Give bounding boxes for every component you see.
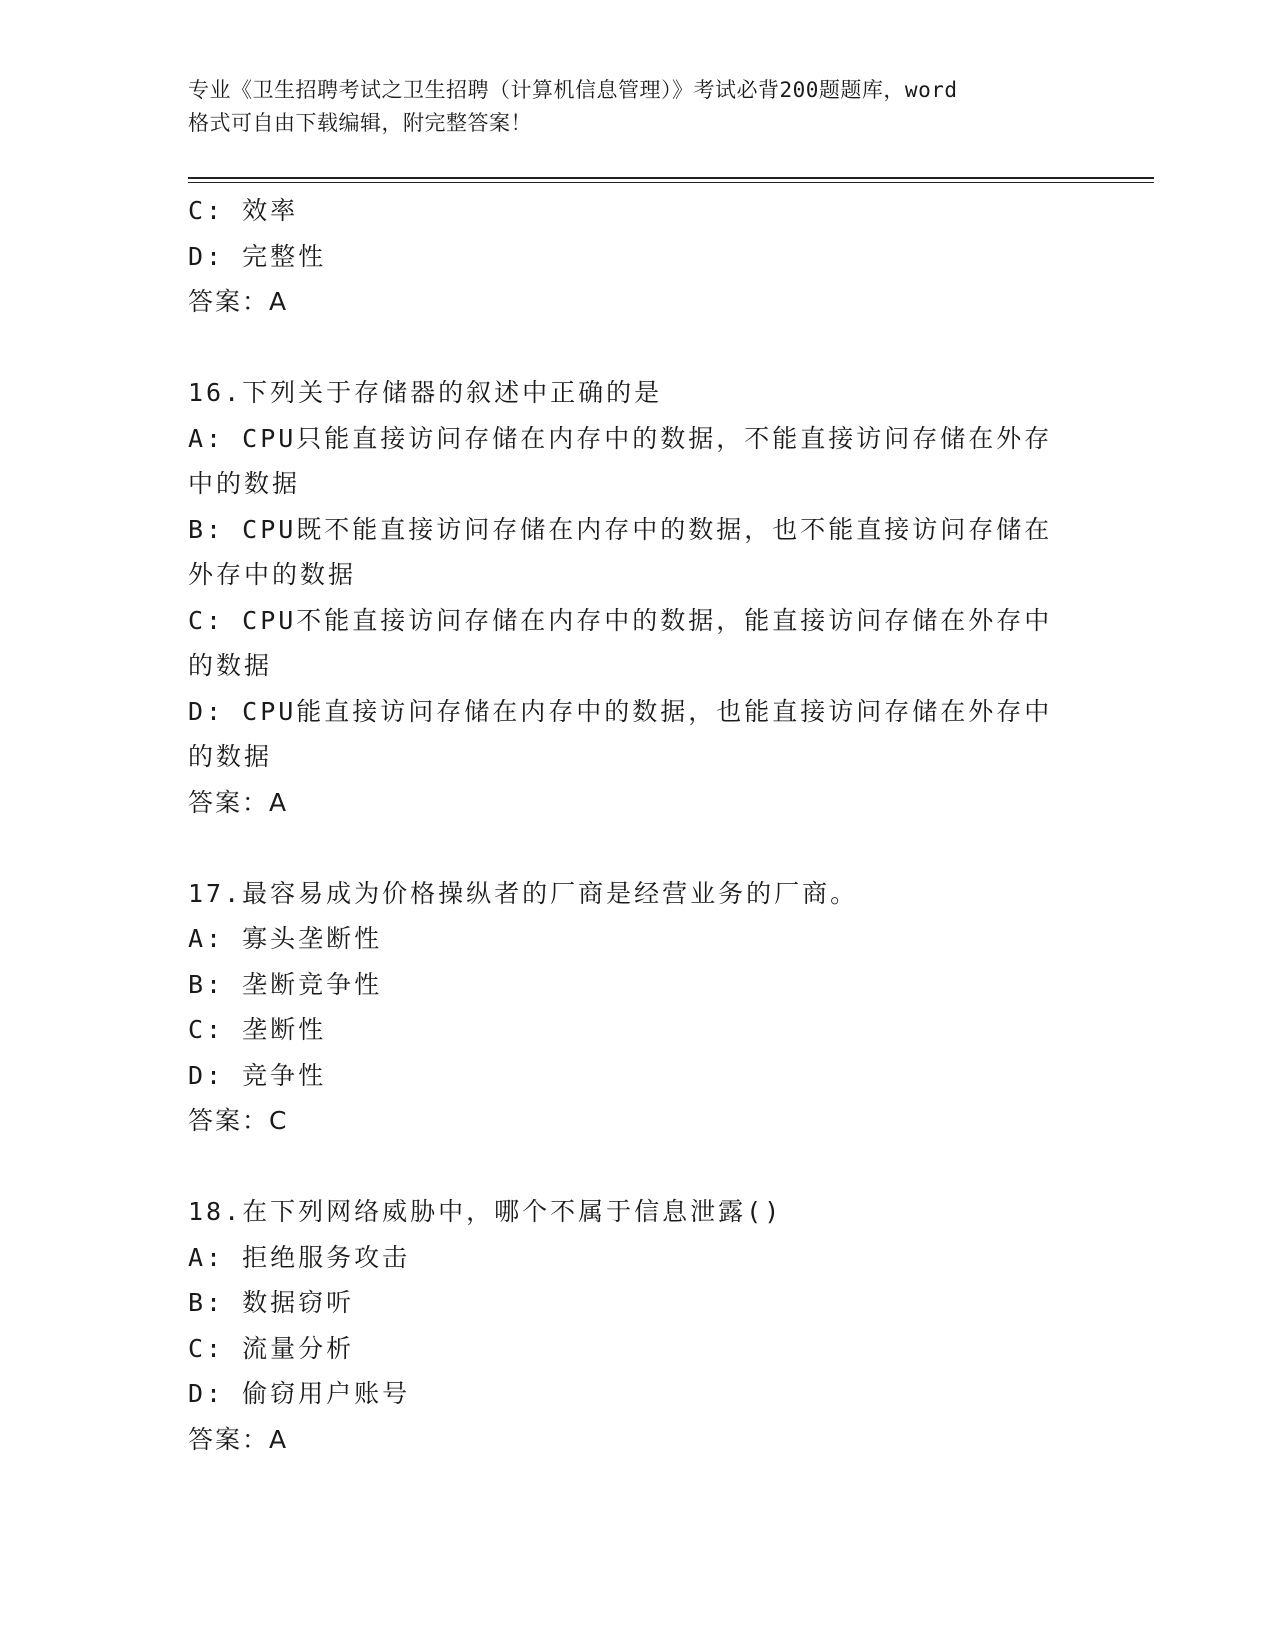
answer: 答案：C: [188, 1106, 289, 1135]
option-a: A: 拒绝服务攻击: [188, 1242, 411, 1272]
option-a-line-1: A: CPU只能直接访问存储在内存中的数据，不能直接访问存储在外存: [188, 423, 1053, 453]
question-title: 18.在下列网络威胁中，哪个不属于信息泄露(): [188, 1197, 783, 1226]
header-line-2: 格式可自由下载编辑，附完整答案！: [188, 111, 532, 135]
option-a: A: 寡头垄断性: [188, 924, 383, 953]
option-c: C: 效率: [188, 196, 299, 225]
spacer: [188, 825, 1088, 871]
option-d: D: 竞争性: [188, 1060, 327, 1090]
option-d-line-1: D: CPU能直接访问存储在内存中的数据，也能直接访问存储在外存中: [188, 696, 1053, 726]
question-16: [188, 370, 1088, 825]
option-c-line-1: C: CPU不能直接访问存储在内存中的数据，能直接访问存储在外存中: [188, 605, 1053, 635]
header-divider-thin: [188, 182, 1154, 183]
option-b: B: 垄断竞争性: [188, 969, 383, 999]
option-c: C: 垄断性: [188, 1015, 327, 1044]
question-15: [188, 188, 1088, 325]
answer: 答案：A: [188, 1424, 289, 1454]
option-a-line-2: 中的数据: [188, 469, 301, 498]
spacer: [188, 1144, 1088, 1190]
answer: 答案：A: [188, 787, 289, 817]
question-title: 16.下列关于存储器的叙述中正确的是: [188, 378, 663, 407]
document-body: [188, 188, 1088, 1462]
option-b: B: 数据窃听: [188, 1288, 355, 1317]
document-header: [188, 74, 1088, 140]
option-b-line-2: 外存中的数据: [188, 560, 357, 589]
option-b-line-1: B: CPU既不能直接访问存储在内存中的数据，也不能直接访问存储在: [188, 514, 1053, 544]
header-line-1: 专业《卫生招聘考试之卫生招聘（计算机信息管理）》考试必背200题题库，word: [188, 78, 958, 102]
answer: 答案：A: [188, 287, 289, 316]
question-18: [188, 1189, 1088, 1462]
option-c: C: 流量分析: [188, 1333, 355, 1363]
spacer: [188, 325, 1088, 371]
option-c-line-2: 的数据: [188, 651, 273, 680]
header-divider-thick: [188, 177, 1154, 179]
option-d: D: 偷窃用户账号: [188, 1379, 411, 1408]
option-d: D: 完整性: [188, 241, 327, 271]
option-d-line-2: 的数据: [188, 742, 273, 771]
question-17: [188, 871, 1088, 1144]
question-title: 17.最容易成为价格操纵者的厂商是经营业务的厂商。: [188, 878, 859, 908]
